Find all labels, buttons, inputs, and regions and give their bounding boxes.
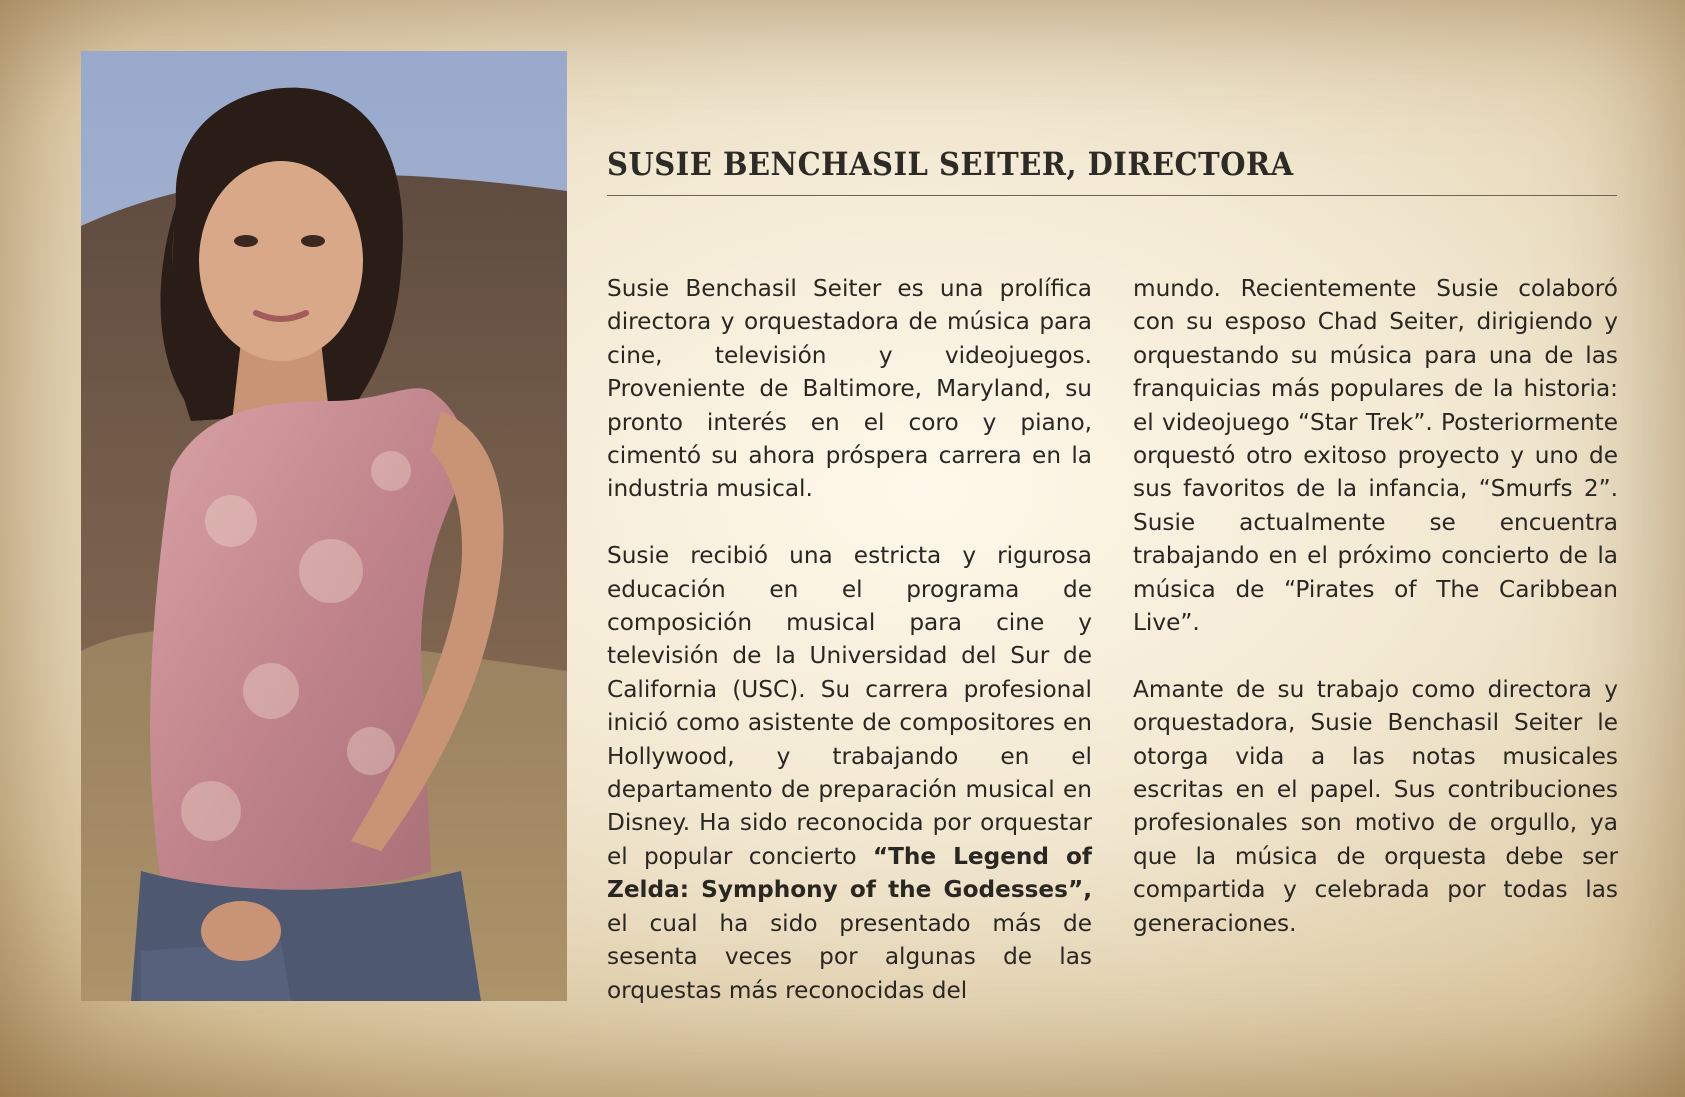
bio-paragraph-2-start: Susie recibió una estricta y rigurosa educación en el programa de composición musical para cine y televisión de la Universidad del Sur de California (USC). Su carrera profesional inició como asistente de compositores en Hollywood, y trabajando en el departamento de preparación musical en Disney. Ha sido reconocida por orquestar el popular concierto (607, 542, 1092, 870)
zelda-concert-title: “The Legend of Zelda: Symphony of the Godesses”, (607, 842, 1092, 904)
bio-paragraph-3: mundo. Recientemente Susie colaboró con su esposo Chad Seiter, dirigiendo y orquestando su música para una de las franquicias más populares de la historia: el videojuego “Star Trek”. Posteriormente orquestó otro exitoso proyecto y uno de sus favoritos de la infancia, “Smurfs 2”. Susie actualmente se encuentra trabajando en el próximo concierto de la música de “Pirates of The Caribbean Live”. (1133, 275, 1618, 637)
portrait-illustration (81, 51, 567, 1001)
page-title: SUSIE BENCHASIL SEITER, DIRECTORA (607, 146, 1294, 183)
portrait-photo (81, 51, 567, 1001)
bio-paragraph-2 (607, 539, 1092, 1007)
bio-paragraph-4: Amante de su trabajo como directora y orquestadora, Susie Benchasil Seiter le otorga vida a las notas musicales escritas en el papel. Sus contribuciones profesionales son motivo de orgullo, ya que la música de orquesta debe ser compartida y celebrada por todas las generaciones. (1133, 675, 1618, 937)
bio-paragraph-2-end: el cual ha sido presentado más de sesenta veces por algunas de las orquestas más reconocidas del (607, 909, 1092, 1004)
bio-column-left (607, 272, 1092, 1040)
bio-column-right (1133, 272, 1618, 974)
bio-paragraph-1: Susie Benchasil Seiter es una prolífica directora y orquestadora de música para cine, televisión y videojuegos. Proveniente de Baltimore, Maryland, su pronto interés en el coro y piano, cimentó su ahora próspera carrera en la industria musical. (607, 275, 1092, 503)
title-divider (607, 195, 1617, 196)
